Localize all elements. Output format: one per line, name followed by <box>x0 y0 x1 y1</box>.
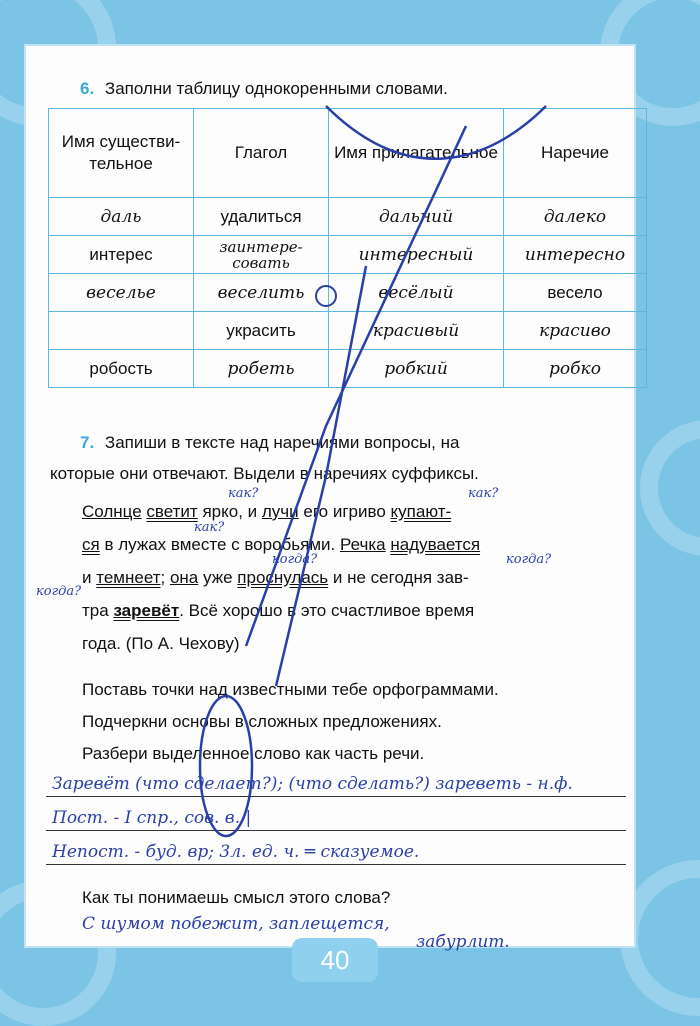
subject-word: Речка <box>340 535 386 554</box>
annotation-kak: как? <box>468 486 499 501</box>
table-cell: робко <box>504 350 647 388</box>
table-cell: красивый <box>329 312 504 350</box>
question-text: Как ты понимаешь смысл этого слова? <box>82 888 391 907</box>
task6-number: 6. <box>80 79 95 98</box>
annotation-kogda: когда? <box>36 584 82 599</box>
instruction-1: Поставь точки над известными тебе орфограммами. <box>82 680 499 699</box>
highlighted-word: заревёт <box>113 601 180 620</box>
text-fragment: и <box>82 568 92 587</box>
text-fragment: уже <box>203 568 233 587</box>
task7-prompt-line2: которые они отвечают. Выдели в наречиях суффиксы. <box>50 464 479 483</box>
word-table <box>48 108 647 388</box>
text-line-4 <box>82 601 474 621</box>
table-cell: дальний <box>329 198 504 236</box>
table-cell: интересный <box>329 236 504 274</box>
task7-heading <box>80 432 459 454</box>
task7-number: 7. <box>80 433 95 452</box>
table-cell: робость <box>49 350 194 388</box>
annotation-kak: как? <box>194 520 225 535</box>
answer-text: Пост. - I спр., сов. в. | <box>52 808 252 828</box>
subject-word: Солнце <box>82 502 142 521</box>
text-fragment: тра <box>82 601 109 620</box>
table-cell: интересно <box>504 236 647 274</box>
question-answer-1: С шумом побежит, заплещется, <box>82 914 390 934</box>
table-row <box>49 274 647 312</box>
answer-line-3 <box>46 836 626 865</box>
text-line-5: года. (По А. Чехову) <box>82 634 240 653</box>
table-cell: весёлый <box>329 274 504 312</box>
instruction-2: Подчеркни основы в сложных предложениях. <box>82 712 442 731</box>
instruction-3: Разбери выделенное слово как часть речи. <box>82 744 425 763</box>
table-cell: далеко <box>504 198 647 236</box>
text-fragment: ярко, и <box>202 502 258 521</box>
header-verb: Глагол <box>194 109 329 198</box>
text-fragment: его игриво <box>303 502 386 521</box>
annotation-kak: как? <box>228 486 259 501</box>
answer-line-2 <box>46 802 626 831</box>
answer-text: Непост. - буд. вр; 3л. ед. ч. ═ сказуемое. <box>52 842 420 862</box>
table-header-row <box>49 109 647 198</box>
workbook-page <box>24 44 636 952</box>
table-cell <box>49 312 194 350</box>
answer-line-1 <box>46 768 626 797</box>
question-answer-2: забурлит. <box>416 932 510 952</box>
header-adverb: Наречие <box>504 109 647 198</box>
table-cell: интерес <box>49 236 194 274</box>
subject-word: она <box>169 568 199 587</box>
table-cell: заинтере-совать <box>194 236 329 274</box>
text-fragment: ; <box>160 568 166 587</box>
text-fragment: в лужах вместе с воробьями. <box>104 535 336 554</box>
text-line-3 <box>82 568 469 588</box>
table-cell: веселить <box>194 274 329 312</box>
annotation-kogda: когда? <box>506 552 552 567</box>
predicate-word: ся <box>82 535 100 554</box>
predicate-word: светит <box>146 502 198 521</box>
table-cell: робкий <box>329 350 504 388</box>
text-fragment: . Всё хорошо в это счастливое время <box>179 601 475 620</box>
table-cell: веселье <box>49 274 194 312</box>
annotation-kogda: когда? <box>272 552 318 567</box>
subject-word: лучи <box>261 502 299 521</box>
text-line-1 <box>82 502 451 522</box>
table-cell: украсить <box>194 312 329 350</box>
text-fragment: и не сегодня зав- <box>332 568 469 587</box>
predicate-word: проснулась <box>237 568 329 587</box>
table-row <box>49 350 647 388</box>
task6-heading <box>80 78 448 100</box>
table-row <box>49 312 647 350</box>
table-cell: удалиться <box>194 198 329 236</box>
answer-text: Заревёт (что сделает?); (что сделать?) зареветь - н.ф. <box>52 774 573 794</box>
task6-prompt: Заполни таблицу однокоренными словами. <box>104 79 448 98</box>
table-cell: красиво <box>504 312 647 350</box>
table-cell: даль <box>49 198 194 236</box>
task7-prompt-line1: Запиши в тексте над наречиями вопросы, на <box>104 433 460 452</box>
predicate-word: надувается <box>390 535 481 554</box>
background-swirl <box>640 420 700 556</box>
page-number: 40 <box>292 938 378 982</box>
header-adjective: Имя прилагательное <box>329 109 504 198</box>
text-line-2 <box>82 535 480 555</box>
table-row <box>49 236 647 274</box>
table-row <box>49 198 647 236</box>
predicate-word: купают- <box>390 502 452 521</box>
predicate-word: темнеет <box>96 568 161 587</box>
table-cell: весело <box>504 274 647 312</box>
table-cell: робеть <box>194 350 329 388</box>
header-noun: Имя существи-тельное <box>49 109 194 198</box>
